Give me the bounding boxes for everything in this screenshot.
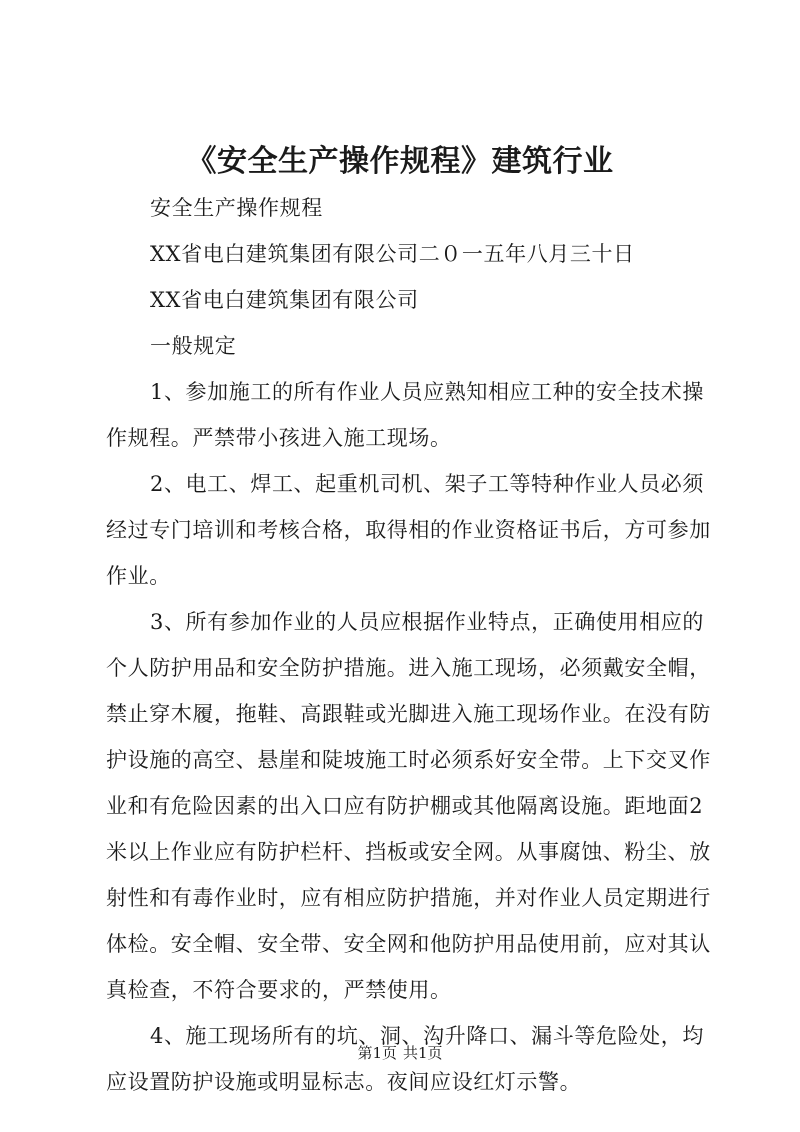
page-total: 共1页: [403, 1044, 443, 1062]
issuer-date-line: XX省电白建筑集团有限公司二０一五年八月三十日: [150, 242, 635, 266]
section-heading: 一般规定: [150, 334, 237, 358]
rule-1-line-1: 1、参加施工的所有作业人员应熟知相应工种的安全技术操: [150, 380, 704, 404]
rule-3-line-4: 护设施的高空、悬崖和陡坡施工时必须系好安全带。上下交叉作: [106, 748, 711, 772]
rule-3-line-2: 个人防护用品和安全防护措施。进入施工现场，必须戴安全帽，: [106, 656, 711, 680]
rule-3-line-8: 体检。安全帽、安全带、安全网和他防护用品使用前，应对其认: [106, 932, 711, 956]
rule-3-line-5: 业和有危险因素的出入口应有防护棚或其他隔离设施。距地面2: [106, 794, 704, 818]
document-title: 《安全生产操作规程》建筑行业: [186, 144, 614, 179]
rule-2-line-3: 作业。: [106, 564, 171, 588]
rule-3-line-1: 3、所有参加作业的人员应根据作业特点，正确使用相应的: [150, 610, 704, 634]
rule-1-line-2: 作规程。严禁带小孩进入施工现场。: [106, 426, 452, 450]
rule-2-line-1: 2、电工、焊工、起重机司机、架子工等特种作业人员必须: [150, 472, 704, 496]
issuer-line: XX省电白建筑集团有限公司: [150, 288, 419, 312]
document-body: [106, 185, 711, 1105]
rule-3-line-6: 米以上作业应有防护栏杆、挡板或安全网。从事腐蚀、粉尘、放: [106, 840, 711, 864]
rule-3-line-3: 禁止穿木履，拖鞋、高跟鞋或光脚进入施工现场作业。在没有防: [106, 702, 711, 726]
rule-3-line-9: 真检查，不符合要求的，严禁使用。: [106, 978, 452, 1002]
rule-4-line-1: 4、施工现场所有的坑、洞、沟升降口、漏斗等危险处，均: [150, 1024, 704, 1048]
rule-3-line-7: 射性和有毒作业时，应有相应防护措施，并对作业人员定期进行: [106, 886, 711, 910]
rule-2-line-2: 经过专门培训和考核合格，取得相的作业资格证书后，方可参加: [106, 518, 711, 542]
page-footer: [0, 1043, 800, 1063]
page-number: 第1页: [357, 1044, 397, 1062]
paragraph-heading: 安全生产操作规程: [150, 196, 323, 220]
rule-4-line-2: 应设置防护设施或明显标志。夜间应设红灯示警。: [106, 1070, 582, 1094]
